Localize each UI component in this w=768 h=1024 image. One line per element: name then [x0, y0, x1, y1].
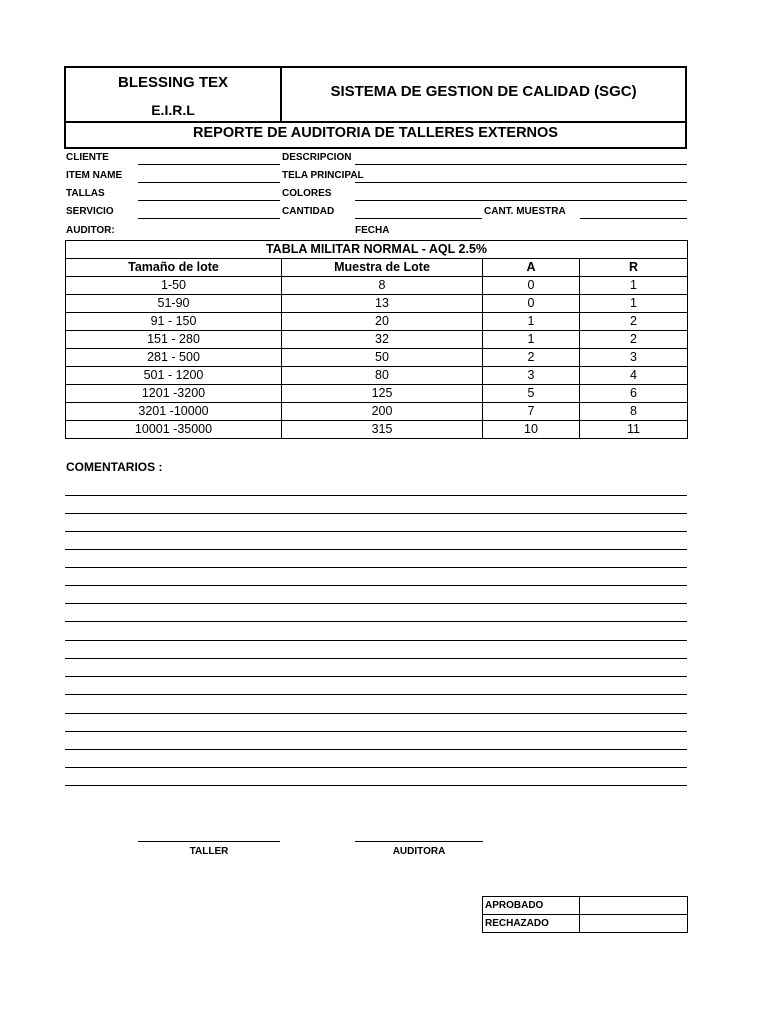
cell-lote: 1-50: [66, 277, 282, 295]
header-r: R: [580, 259, 688, 277]
descripcion-label: DESCRIPCION: [282, 152, 352, 163]
comment-line[interactable]: [65, 549, 687, 550]
cell-r: 11: [580, 421, 688, 439]
company-name: BLESSING TEX: [117, 74, 229, 91]
cell-muestra: 20: [282, 313, 483, 331]
cell-muestra: 200: [282, 403, 483, 421]
status-row-aprobado: [483, 897, 688, 915]
tallas-field[interactable]: [138, 200, 280, 201]
cliente-field[interactable]: [138, 164, 280, 165]
cell-lote: 51-90: [66, 295, 282, 313]
comments-label: COMENTARIOS :: [66, 460, 163, 474]
cell-a: 1: [483, 331, 580, 349]
cell-muestra: 315: [282, 421, 483, 439]
status-row-rechazado: [483, 915, 688, 933]
comment-line[interactable]: [65, 567, 687, 568]
comment-line[interactable]: [65, 585, 687, 586]
item-name-label: ITEM NAME: [66, 170, 123, 181]
cell-muestra: 125: [282, 385, 483, 403]
cell-lote: 3201 -10000: [66, 403, 282, 421]
cantidad-field[interactable]: [355, 218, 482, 219]
table-row: [66, 295, 688, 313]
cell-muestra: 32: [282, 331, 483, 349]
cell-r: 6: [580, 385, 688, 403]
rechazado-checkbox[interactable]: [580, 915, 688, 933]
comment-line[interactable]: [65, 731, 687, 732]
table-row: [66, 385, 688, 403]
tallas-label: TALLAS: [66, 188, 105, 199]
cantidad-label: CANTIDAD: [282, 206, 335, 217]
cell-a: 1: [483, 313, 580, 331]
aprobado-checkbox[interactable]: [580, 897, 688, 915]
cell-lote: 91 - 150: [66, 313, 282, 331]
header-a: A: [483, 259, 580, 277]
cell-r: 2: [580, 313, 688, 331]
cell-r: 8: [580, 403, 688, 421]
cell-a: 0: [483, 295, 580, 313]
comment-line[interactable]: [65, 513, 687, 514]
comment-line[interactable]: [65, 749, 687, 750]
fecha-label: FECHA: [355, 225, 390, 236]
table-row: [66, 277, 688, 295]
aprobado-label: APROBADO: [483, 897, 580, 915]
cell-r: 1: [580, 295, 688, 313]
colores-field[interactable]: [355, 200, 687, 201]
cell-lote: 281 - 500: [66, 349, 282, 367]
comment-line[interactable]: [65, 676, 687, 677]
cant-muestra-label: CANT. MUESTRA: [484, 206, 566, 217]
cell-a: 7: [483, 403, 580, 421]
table-row: [66, 367, 688, 385]
cell-muestra: 80: [282, 367, 483, 385]
comment-line[interactable]: [65, 495, 687, 496]
rechazado-label: RECHAZADO: [483, 915, 580, 933]
table-row: [66, 349, 688, 367]
company-type: E.I.R.L: [151, 102, 195, 118]
auditora-signature-line[interactable]: [355, 841, 483, 842]
cell-r: 4: [580, 367, 688, 385]
cell-r: 2: [580, 331, 688, 349]
auditor-label: AUDITOR:: [66, 225, 115, 236]
cell-a: 3: [483, 367, 580, 385]
report-title: REPORTE DE AUDITORIA DE TALLERES EXTERNOS: [193, 125, 558, 141]
table-row: [66, 331, 688, 349]
cell-r: 1: [580, 277, 688, 295]
cliente-label: CLIENTE: [66, 152, 109, 163]
cant-muestra-field[interactable]: [580, 218, 687, 219]
cell-muestra: 8: [282, 277, 483, 295]
descripcion-field[interactable]: [355, 164, 687, 165]
table-row: [66, 403, 688, 421]
aql-table-title: TABLA MILITAR NORMAL - AQL 2.5%: [66, 241, 688, 259]
header-muestra-lote: Muestra de Lote: [282, 259, 483, 277]
comment-line[interactable]: [65, 621, 687, 622]
header-tamano-lote: Tamaño de lote: [66, 259, 282, 277]
cell-a: 5: [483, 385, 580, 403]
comment-line[interactable]: [65, 640, 687, 641]
aql-table: [65, 240, 688, 439]
cell-lote: 1201 -3200: [66, 385, 282, 403]
tela-principal-field[interactable]: [355, 182, 687, 183]
comment-line[interactable]: [65, 658, 687, 659]
tela-principal-label: TELA PRINCIPAL: [282, 170, 364, 181]
header-divider-horizontal: [64, 121, 687, 123]
servicio-label: SERVICIO: [66, 206, 114, 217]
comment-line[interactable]: [65, 694, 687, 695]
item-name-field[interactable]: [138, 182, 280, 183]
cell-lote: 10001 -35000: [66, 421, 282, 439]
cell-lote: 151 - 280: [66, 331, 282, 349]
cell-a: 2: [483, 349, 580, 367]
cell-lote: 501 - 1200: [66, 367, 282, 385]
table-row: [66, 421, 688, 439]
cell-muestra: 13: [282, 295, 483, 313]
comment-line[interactable]: [65, 531, 687, 532]
cell-a: 0: [483, 277, 580, 295]
cell-a: 10: [483, 421, 580, 439]
comment-line[interactable]: [65, 603, 687, 604]
taller-label: TALLER: [189, 846, 229, 857]
comment-line[interactable]: [65, 767, 687, 768]
cell-r: 3: [580, 349, 688, 367]
system-title: SISTEMA DE GESTION DE CALIDAD (SGC): [330, 83, 637, 100]
taller-signature-line[interactable]: [138, 841, 280, 842]
comment-line[interactable]: [65, 785, 687, 786]
servicio-field[interactable]: [138, 218, 280, 219]
cell-muestra: 50: [282, 349, 483, 367]
table-row: [66, 313, 688, 331]
comment-line[interactable]: [65, 713, 687, 714]
status-table: [482, 896, 688, 933]
colores-label: COLORES: [282, 188, 332, 199]
auditora-label: AUDITORA: [392, 846, 446, 857]
